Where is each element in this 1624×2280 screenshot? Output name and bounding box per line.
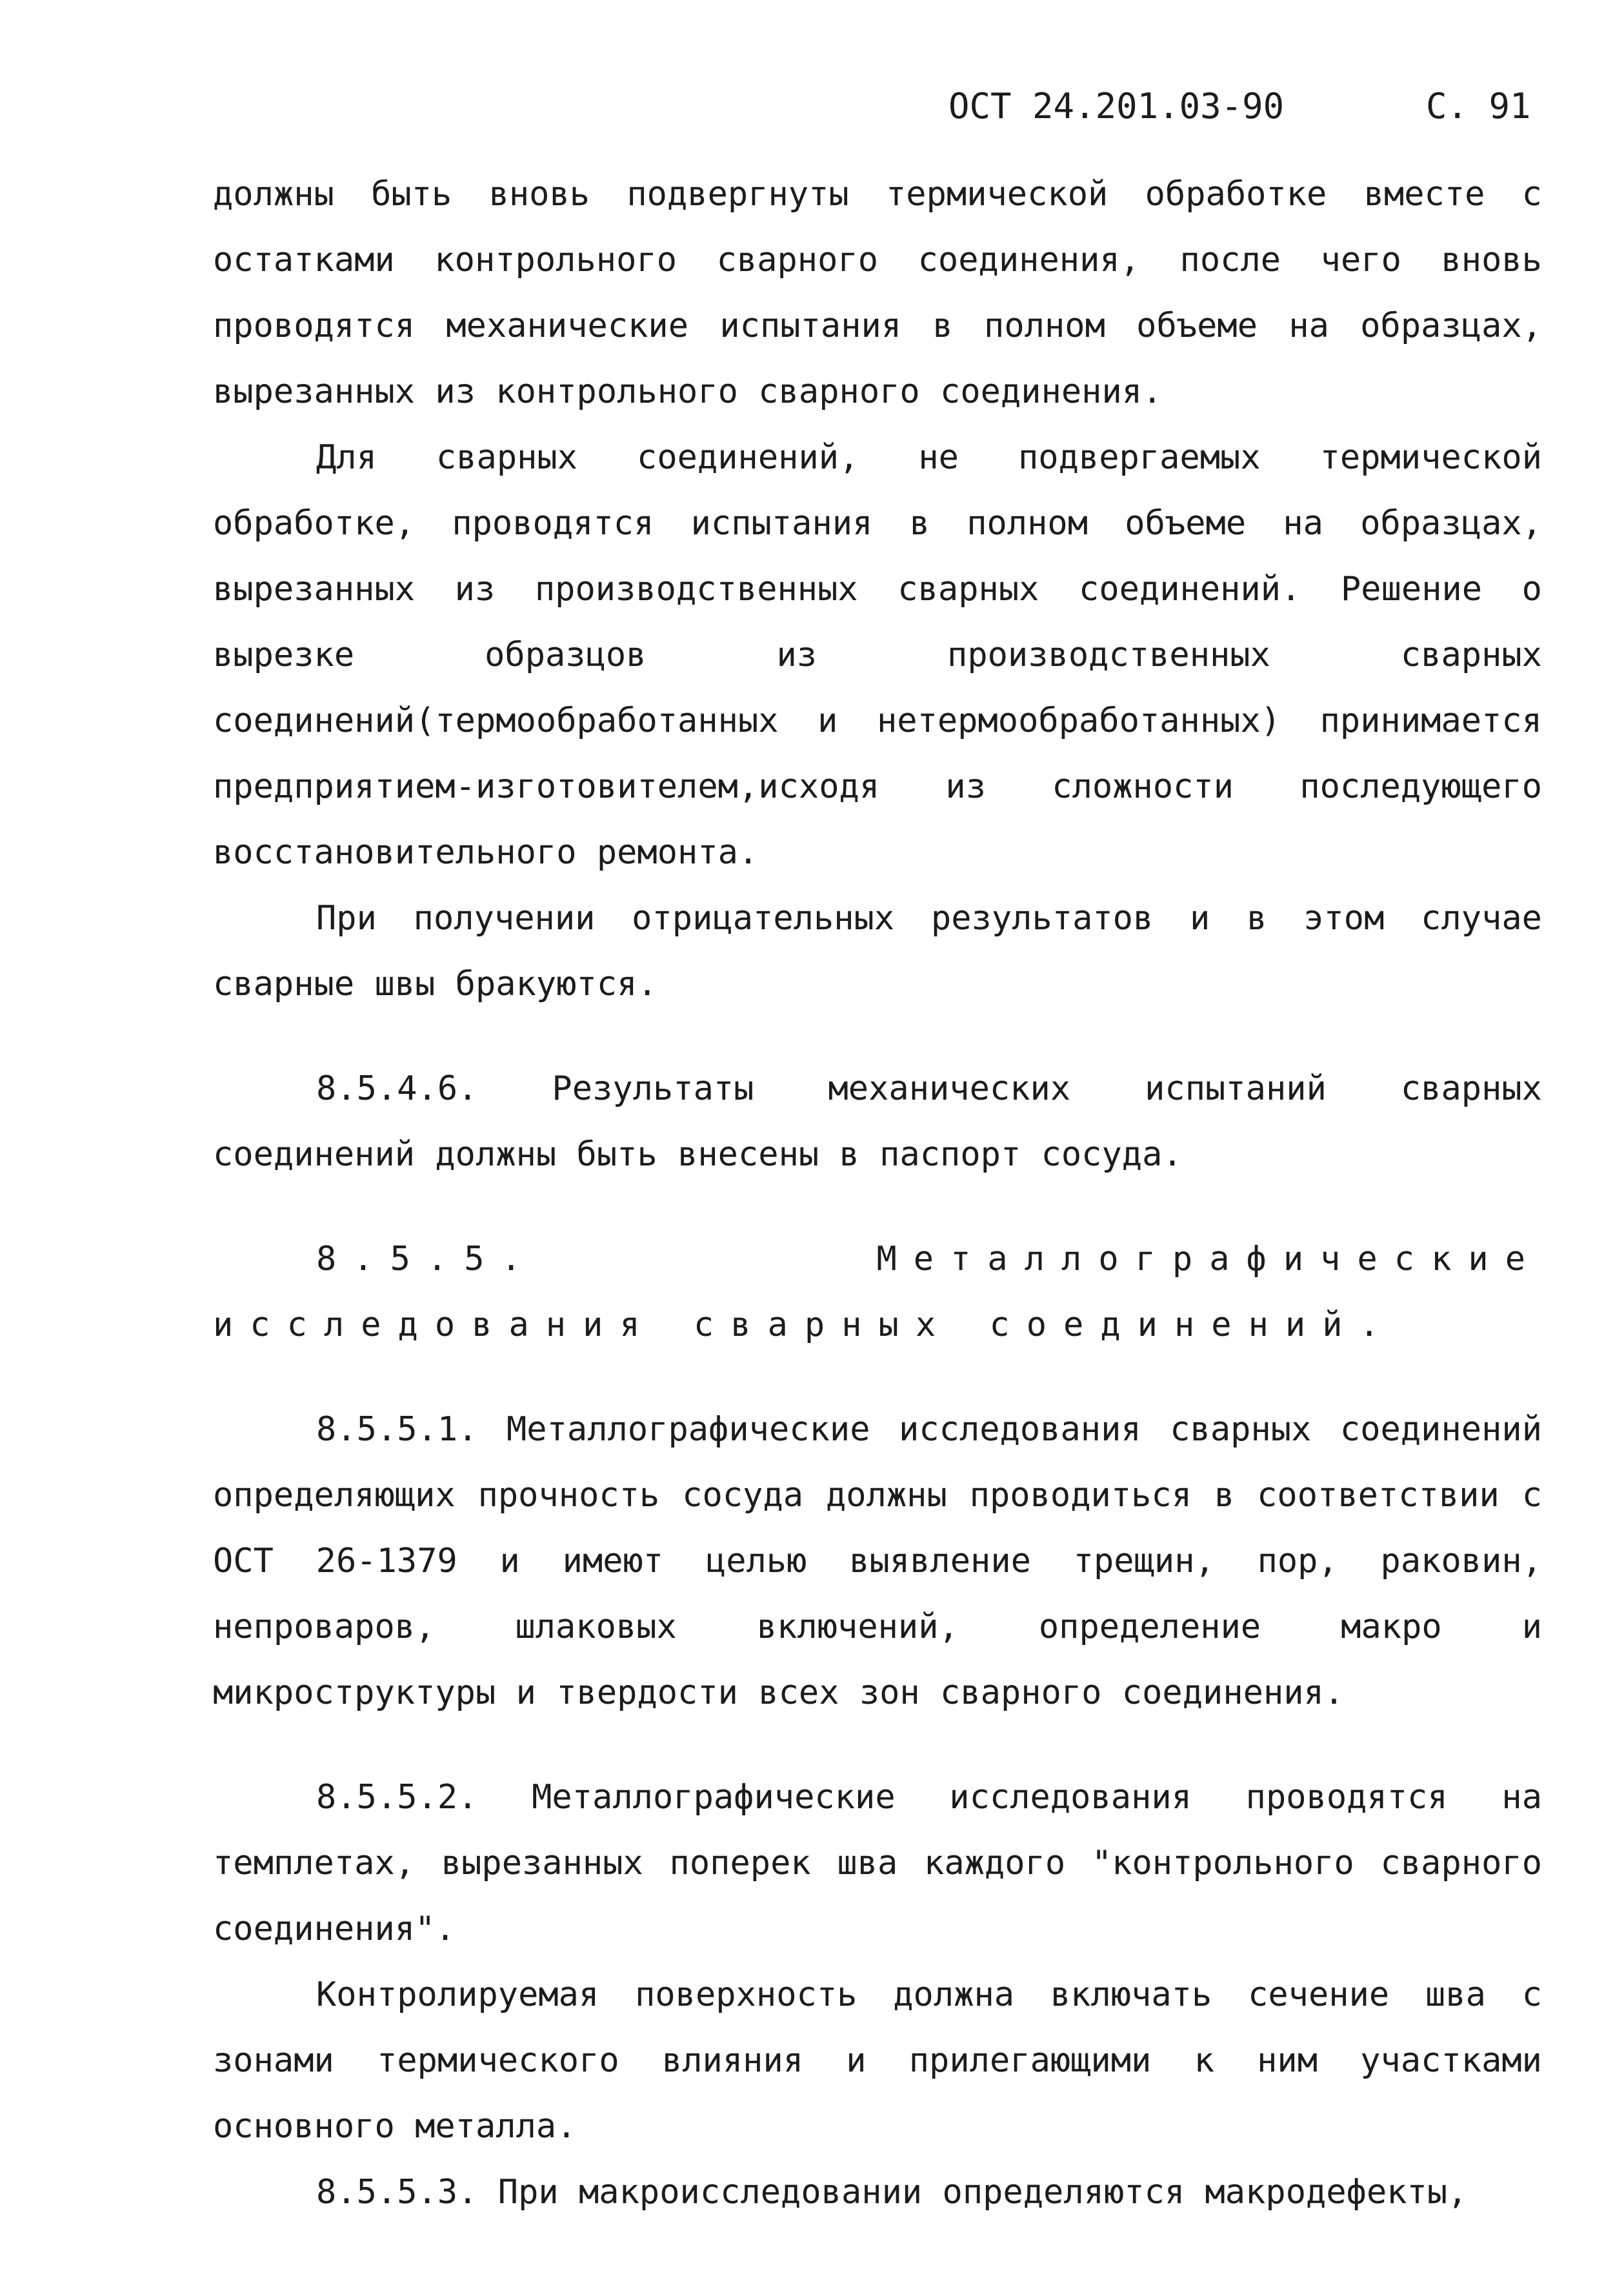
paragraph-controlled-surface: Контролируемая поверхность должна включать сечение шва с зонами термического влияния и прилегающими к ним участками основного металла. [213,1975,1542,2146]
body-text [213,161,1542,2225]
page-header [948,77,1529,136]
section-heading-8-5-5: 8.5.5. Металлографические исследования сварных соединений. [213,1240,1542,1344]
page-number: С. 91 [1426,86,1531,126]
paragraph-non-heat-treated: Для сварных соединений, не подвергаемых термической обработке, проводятся испытания в полном объеме на образцах, вырезанных из производственных сварных соединений. Решение о вырезке образцов из производственных сварных соединений(термообработанных и нетермообработанных) принимается предприятием-изготовителем,исходя из сложности последующего восстановительного ремонта. [213,438,1542,872]
paragraph-negative-results: При получении отрицательных результатов и в этом случае сварные швы бракуются. [213,899,1542,1004]
clause-8-5-5-1: 8.5.5.1. Металлографические исследования сварных соединений определяющих прочность сосуда должны проводиться в соответствии с ОСТ 26-1379 и имеют целью выявление трещин, пор, раковин, непроваров, шлаковых включений, определение макро и микроструктуры и твердости всех зон сварного соединения. [213,1410,1542,1712]
clause-8-5-4-6: 8.5.4.6. Результаты механических испытаний сварных соединений должны быть внесены в паспорт сосуда. [213,1069,1542,1174]
clause-8-5-5-2: 8.5.5.2. Металлографические исследования проводятся на темплетах, вырезанных поперек шва каждого "контрольного сварного соединения". [213,1778,1542,1948]
clause-8-5-5-3: 8.5.5.3. При макроисследовании определяются макродефекты, [316,2173,1468,2212]
paragraph-continuation: должны быть вновь подвергнуты термической обработке вместе с остатками контрольного сварного соединения, после чего вновь проводятся механические испытания в полном объеме на образцах, вырезанных из контрольного сварного соединения. [213,175,1542,411]
document-code: ОСТ 24.201.03-90 [948,86,1285,126]
